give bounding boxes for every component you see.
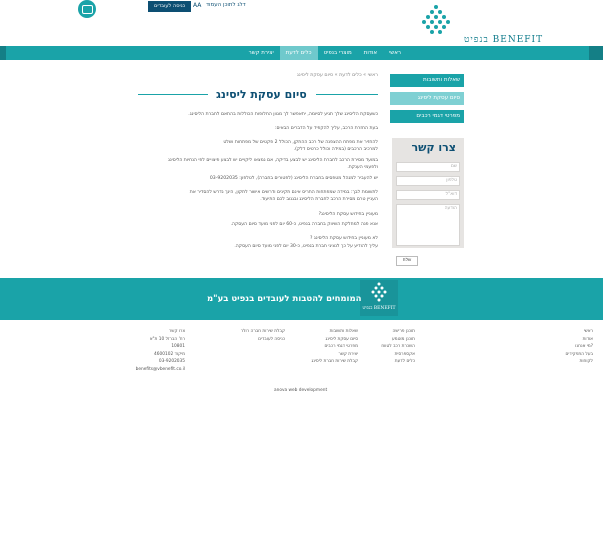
- page-title: סיום עסקת ליסינג: [216, 88, 307, 101]
- footer-col-3: [311, 328, 358, 366]
- footer-link[interactable]: כלים לדעת: [394, 359, 415, 365]
- footer-link[interactable]: ראשי: [583, 329, 593, 334]
- nav-item-products[interactable]: מוצרי בנפיט: [323, 50, 352, 56]
- footer-address: [136, 328, 185, 374]
- address-line: 03-9202035: [158, 359, 185, 365]
- nav-item-tools[interactable]: כלים לדעת: [280, 46, 318, 60]
- email-field[interactable]: דוא"ל: [396, 190, 460, 200]
- footer-link[interactable]: אקספרסית: [394, 351, 415, 357]
- name-field[interactable]: שם: [396, 162, 460, 172]
- contact-title: צרו קשר: [411, 141, 456, 154]
- footer-link[interactable]: סיום עסקת ליסינג: [325, 336, 358, 342]
- paragraph: בעת החזרת הרכב, עליך להקפיד על הדברים הבאים:: [274, 126, 378, 131]
- footer-link[interactable]: בעל התפקידים: [565, 351, 593, 357]
- paragraph: יש להעביר למנהל מטפסים בחברת הליסינג (לפטורים בחברה), לטלפון: 03-9202035: [209, 176, 378, 181]
- paragraph: לא מעוניין בחידוש עסקת הליסינג ?: [309, 236, 378, 241]
- paragraph: להחזיר את מפתח ההצפנה של רכב ההתקן, הכולל 2 פקטים של מפתחות ושלט: [223, 140, 378, 145]
- paragraph: העניין טרם מסירת הרכב לחברת הליסינג ובגנוב לכם התיעוד.: [260, 197, 378, 202]
- sidebar-item-faq[interactable]: שאלות ותשובות: [390, 74, 464, 87]
- developer-credit[interactable]: anova web development: [274, 388, 328, 393]
- phone-field[interactable]: טלפון: [396, 176, 460, 186]
- breadcrumb[interactable]: ראשי » כלים לדעת » סיום עסקת ליסינג: [296, 73, 378, 78]
- paragraph: לתשומת לבך: במידה שמפתחות התריס אינם תקינים ודרשים אישור לתקון, הינך נדרש להסדיר את: [189, 190, 378, 195]
- footer-link[interactable]: אודות: [582, 336, 593, 342]
- footer-link[interactable]: מפרטי דגמי רכבים: [324, 344, 358, 350]
- address-line: צרו קשר: [168, 329, 185, 334]
- send-button[interactable]: שלח: [396, 256, 418, 266]
- footer-link[interactable]: יצירת קשר: [338, 351, 358, 357]
- address-line: מיקוד 4600102: [154, 351, 185, 357]
- footer-link[interactable]: קבלת שירות חברת ליסינג: [311, 359, 358, 365]
- employee-login-button[interactable]: כניסה לעובדים: [148, 1, 191, 12]
- main-nav: [0, 46, 603, 60]
- brand-name: בנפיט BENEFIT: [464, 35, 544, 45]
- paragraph: כשעסקת הליסינג שלך תגיע לסיומה, יתאפשר לך מגוון החלופות הכוללות בהתאם לחברת הליסינג.: [188, 112, 378, 117]
- paragraph: ולפעמי הענקת.: [347, 165, 378, 170]
- paragraph: מעוניין בחידוש עסקת הליסינג?: [318, 212, 378, 217]
- footer-link[interactable]: קבלת שירות חברה רולר: [240, 329, 285, 334]
- footer-link[interactable]: מי אנחנו?: [575, 344, 593, 350]
- sidebar-item-models[interactable]: מפרטי דגמי רכבים: [390, 110, 464, 123]
- footer-link[interactable]: תוכנן מוטמע: [391, 336, 415, 342]
- skip-to-content-link[interactable]: דלג לתוכן העמוד: [206, 2, 246, 8]
- footer-link[interactable]: כניסה לעובדים: [258, 336, 285, 342]
- footer-link[interactable]: שאלות ותשובות: [329, 329, 358, 334]
- title-row: [138, 88, 378, 100]
- footer-col-2: [381, 328, 415, 366]
- sidebar-item-lease-end[interactable]: סיום עסקת ליסינג: [390, 92, 464, 105]
- footer-col-4: [241, 328, 285, 343]
- message-field[interactable]: הודעה: [396, 204, 460, 246]
- nav-item-contact[interactable]: יצירת קשר: [248, 50, 274, 56]
- address-line: 10801: [171, 344, 185, 350]
- footer-link[interactable]: לקוחות: [579, 359, 593, 365]
- paragraph: אנא פנה למחלקת השיווק בחברה בנפיט, כ-60 יום לפני מועד סיום העסקה.: [230, 222, 378, 227]
- contact-form: [392, 138, 464, 248]
- paragraph: למרכיב הרכבים (במידה וכולל כרטיס דלק).: [293, 147, 378, 152]
- bus-icon[interactable]: [78, 0, 96, 18]
- paragraph: עליך להודיע על כך לנציגי חברת בנפיט, כ-30 יום לפני מועד סיום העסקה.: [234, 244, 378, 249]
- footer-col-1: [566, 328, 593, 366]
- footer-brand-name: בנפיט BENEFIT: [362, 306, 396, 311]
- address-line: רח' הברזל 10 ת"א: [149, 336, 185, 342]
- benefit-logo[interactable]: [418, 4, 454, 42]
- footer-banner: [0, 278, 603, 320]
- footer-slogan: המומחים להטבות לעובדים בנפיט בע"מ: [207, 294, 362, 304]
- email-link[interactable]: benefits@vbenefit.co.il: [135, 366, 185, 372]
- footer-link[interactable]: תוכנן פרישה: [392, 329, 415, 334]
- paragraph: במועד מסירת הרכב לחברת הליסינג יש לבצע בדיקה, אם נמצאו ליקויים יש לבצע פיצויים לפי הנחיות הליסינג: [167, 158, 378, 163]
- nav-item-home[interactable]: ראשי: [389, 50, 401, 56]
- nav-item-about[interactable]: אודות: [363, 50, 378, 56]
- font-size-toggle[interactable]: AA: [193, 2, 202, 9]
- footer-logo-mark: [360, 280, 398, 306]
- footer-link[interactable]: השכרת רכב לטווח: [381, 344, 415, 350]
